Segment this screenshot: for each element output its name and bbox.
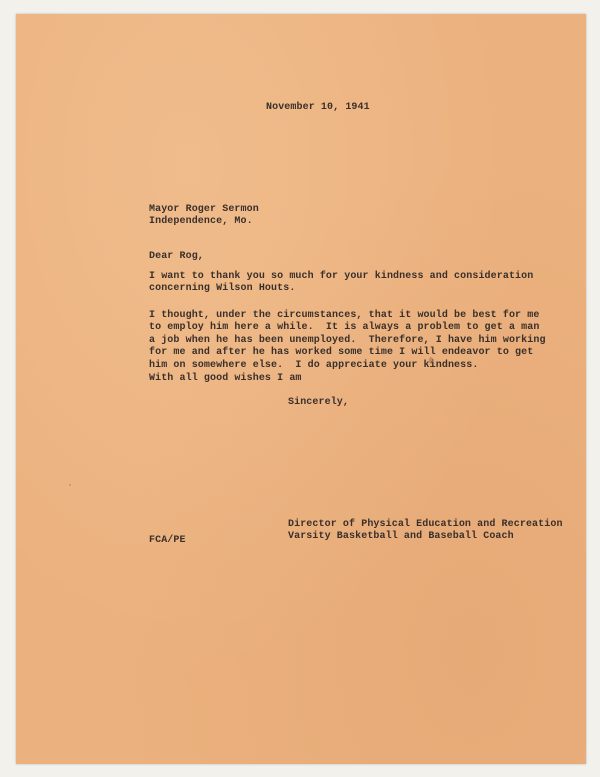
title-line: Varsity Basketball and Baseball Coach: [288, 531, 514, 543]
letter-page: [16, 14, 586, 764]
letter-date: November 10, 1941: [266, 102, 370, 113]
title-line: Director of Physical Education and Recreation: [288, 519, 563, 530]
salutation: Dear Rog,: [149, 251, 204, 262]
paragraph-line: him on somewhere else. I do appreciate your kindness.: [149, 359, 479, 371]
recipient-location: Independence, Mo.: [149, 216, 253, 228]
paragraph-line: concerning Wilson Houts.: [149, 283, 296, 295]
closing-line: With all good wishes I am: [149, 373, 302, 384]
recipient-name: Mayor Roger Sermon: [149, 204, 259, 215]
ink-spot: [429, 357, 433, 364]
paper-speck: [69, 484, 71, 486]
typist-initials: FCA/PE: [149, 535, 186, 546]
recipient-address: [149, 204, 259, 229]
paragraph-2: [149, 310, 546, 372]
paragraph-line: I thought, under the circumstances, that it would be best for me: [149, 310, 540, 321]
closing: Sincerely,: [288, 397, 350, 408]
paragraph-1: [149, 271, 533, 296]
paragraph-line: I want to thank you so much for your kindness and consideration: [149, 271, 534, 282]
signature-title: [288, 519, 563, 544]
paragraph-line: for me and after he has worked some time I will endeavor to get: [149, 347, 534, 359]
paragraph-line: a job when he has been unemployed. Therefore, I have him working: [149, 334, 546, 346]
paragraph-line: to employ him here a while. It is always a problem to get a man: [149, 322, 540, 334]
